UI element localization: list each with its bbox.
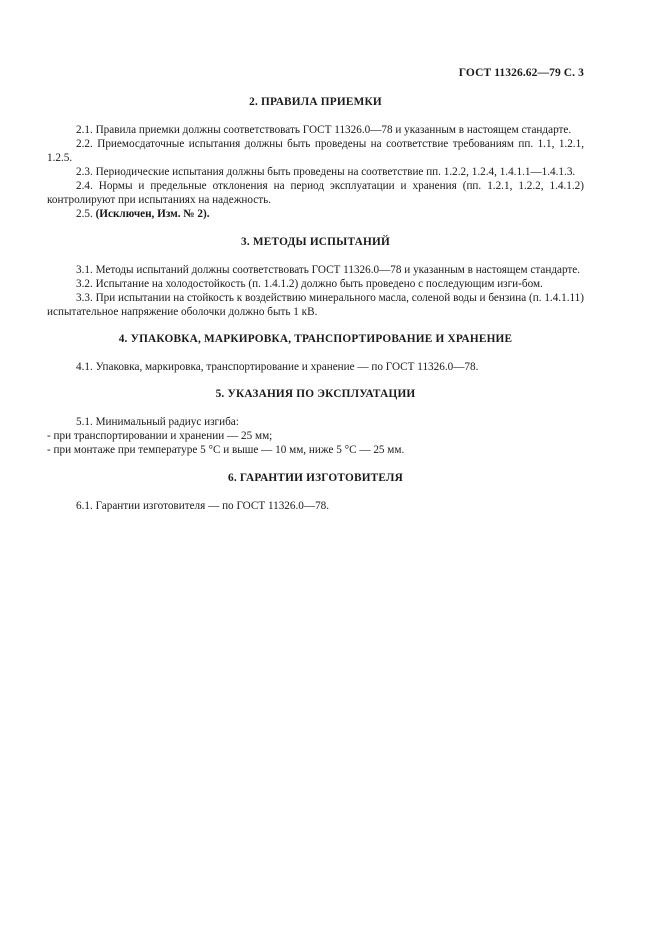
paragraph-2-5-excluded-note: (Исключен, Изм. № 2).	[95, 208, 210, 220]
section-title: 3. МЕТОДЫ ИСПЫТАНИЙ	[241, 236, 390, 248]
section-warranty	[47, 471, 584, 513]
paragraph-2-3: 2.3. Периодические испытания должны быть проведены на соответствие пп. 1.2.2, 1.2.4, 1.4.1.1—1.4.1.3.	[76, 166, 576, 178]
paragraph-3-1: 3.1. Методы испытаний должны соответствовать ГОСТ 11326.0—78 и указанным в настоящем стандарте.	[76, 264, 581, 276]
section-operation	[47, 387, 584, 457]
list-item: - при монтаже при температуре 5 °С и выше — 10 мм, ниже 5 °С — 25 мм.	[47, 444, 405, 456]
paragraph-2-5	[47, 207, 584, 221]
section-title: 5. УКАЗАНИЯ ПО ЭКСПЛУАТАЦИИ	[215, 388, 416, 400]
section-title: 6. ГАРАНТИИ ИЗГОТОВИТЕЛЯ	[228, 472, 403, 484]
section-acceptance-rules	[47, 95, 584, 221]
paragraph-3-2: 3.2. Испытание на холодостойкость (п. 1.4.1.2) должно быть проведено с последующим изги-бом.	[76, 278, 543, 290]
paragraph-4-1: 4.1. Упаковка, маркировка, транспортирование и хранение — по ГОСТ 11326.0—78.	[76, 361, 479, 373]
section-test-methods	[47, 235, 584, 319]
section-title: 2. ПРАВИЛА ПРИЕМКИ	[249, 96, 382, 108]
document-body	[47, 95, 584, 513]
paragraph-2-4: 2.4. Нормы и предельные отклонения на период эксплуатации и хранения (пп. 1.2.1, 1.2.2, 1.4.1.2) контролируют при испытаниях на надежность.	[47, 180, 584, 206]
paragraph-2-5-number: 2.5.	[76, 208, 96, 220]
list-item: - при транспортировании и хранении — 25 мм;	[47, 430, 273, 442]
paragraph-3-3: 3.3. При испытании на стойкость к воздействию минерального масла, соленой воды и бензина (п. 1.4.1.11) испытательное напряжение оболочки должно быть 1 кВ.	[47, 292, 584, 318]
section-title: 4. УПАКОВКА, МАРКИРОВКА, ТРАНСПОРТИРОВАНИЕ И ХРАНЕНИЕ	[118, 333, 513, 345]
paragraph-2-2: 2.2. Приемосдаточные испытания должны быть проведены на соответствие требованиям пп. 1.1, 1.2.1, 1.2.5.	[47, 138, 584, 164]
paragraph-6-1: 6.1. Гарантии изготовителя — по ГОСТ 11326.0—78.	[76, 500, 330, 512]
section-packaging	[47, 332, 584, 374]
running-head: ГОСТ 11326.62—79 С. 3	[458, 67, 584, 79]
paragraph-2-1: 2.1. Правила приемки должны соответствовать ГОСТ 11326.0—78 и указанным в настоящем стандарте.	[76, 124, 572, 136]
paragraph-5-1: 5.1. Минимальный радиус изгиба:	[76, 416, 239, 428]
